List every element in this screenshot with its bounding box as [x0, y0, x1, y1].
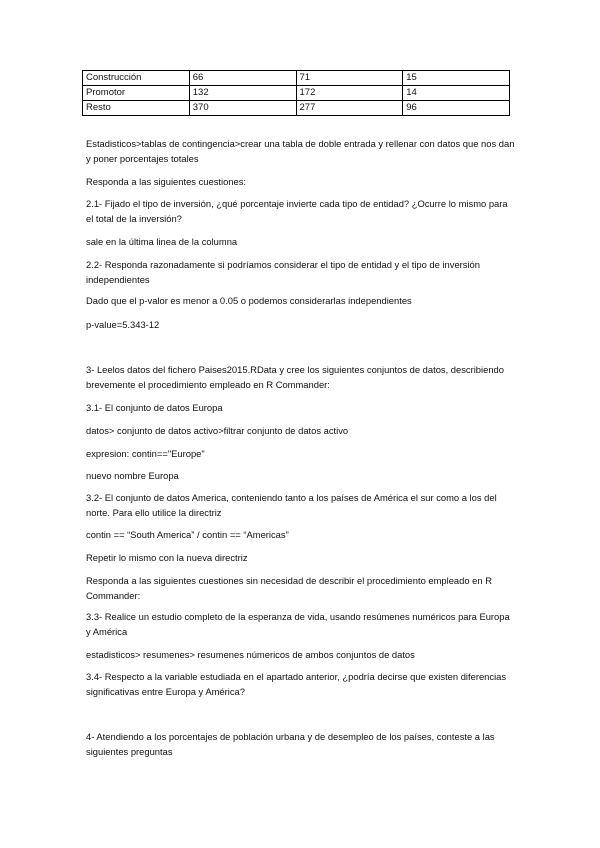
question-3-2: 3.2- El conjunto de datos America, conteniendo tanto a los países de América el sur como a los del norte. Para ello utilice la directriz [86, 492, 497, 518]
question-4: 4- Atendiendo a los porcentajes de población urbana y de desempleo de los países, conteste a las siguientes preguntas [86, 731, 495, 757]
table-cell: Promotor [83, 86, 190, 101]
question-2-1: 2.1- Fijado el tipo de inversión, ¿qué porcentaje invierte cada tipo de entidad? ¿Ocurre lo mismo para el total de la inversión? [86, 198, 508, 224]
question-3: 3- Leelos datos del fichero Paises2015.RData y cree los siguientes conjuntos de datos, describiendo brevemente el procedimiento empleado en R Commander: [86, 364, 504, 390]
questions-intro-2: Responda a las siguientes cuestiones sin necesidad de describir el procedimiento empleado en R Commander: [86, 575, 492, 601]
table-cell: 96 [403, 101, 510, 116]
answer-3-1-steps: datos> conjunto de datos activo>filtrar conjunto de datos activo [86, 425, 349, 436]
table-cell: 132 [189, 86, 296, 101]
table-cell: 172 [296, 86, 403, 101]
table-cell: 71 [296, 71, 403, 86]
answer-2-1: sale en la última linea de la columna [86, 236, 238, 247]
answer-3-2-repeat: Repetir lo mismo con la nueva directriz [86, 552, 248, 563]
table-cell: 370 [189, 101, 296, 116]
table-cell: Construcción [83, 71, 190, 86]
table-cell: Resto [83, 101, 190, 116]
question-intro: Responda a las siguientes cuestiones: [86, 176, 246, 187]
answer-2-2: Dado que el p-valor es menor a 0.05 o podemos considerarlas independientes [86, 295, 412, 306]
answer-3-3: estadisticos> resumenes> resumenes númericos de ambos conjuntos de datos [86, 649, 415, 660]
table-cell: 66 [189, 71, 296, 86]
table-row [83, 86, 510, 101]
table-row [83, 101, 510, 116]
question-3-1: 3.1- El conjunto de datos Europa [86, 402, 223, 413]
instruction-paragraph: Estadisticos>tablas de contingencia>crear una tabla de doble entrada y rellenar con datos que nos dan y poner porcentajes totales [86, 138, 515, 164]
contingency-table [82, 70, 510, 116]
question-3-3: 3.3- Realice un estudio completo de la esperanza de vida, usando resúmenes numéricos para Europa y América [86, 611, 510, 637]
question-2-2: 2.2- Responda razonadamente si podríamos considerar el tipo de entidad y el tipo de inversión independientes [86, 259, 480, 285]
table-cell: 15 [403, 71, 510, 86]
table-cell: 14 [403, 86, 510, 101]
table-row [83, 71, 510, 86]
p-value-text: p-value=5.343-12 [86, 319, 160, 330]
question-3-4: 3.4- Respecto a la variable estudiada en el apartado anterior, ¿podría decirse que existen diferencias significativas entre Europa y América? [86, 671, 507, 697]
answer-3-1-expression: expresion: contin=="Europe" [86, 448, 205, 459]
answer-3-2-directive: contin == “South America” / contin == “Americas” [86, 529, 289, 540]
answer-3-1-name: nuevo nombre Europa [86, 470, 179, 481]
table-cell: 277 [296, 101, 403, 116]
